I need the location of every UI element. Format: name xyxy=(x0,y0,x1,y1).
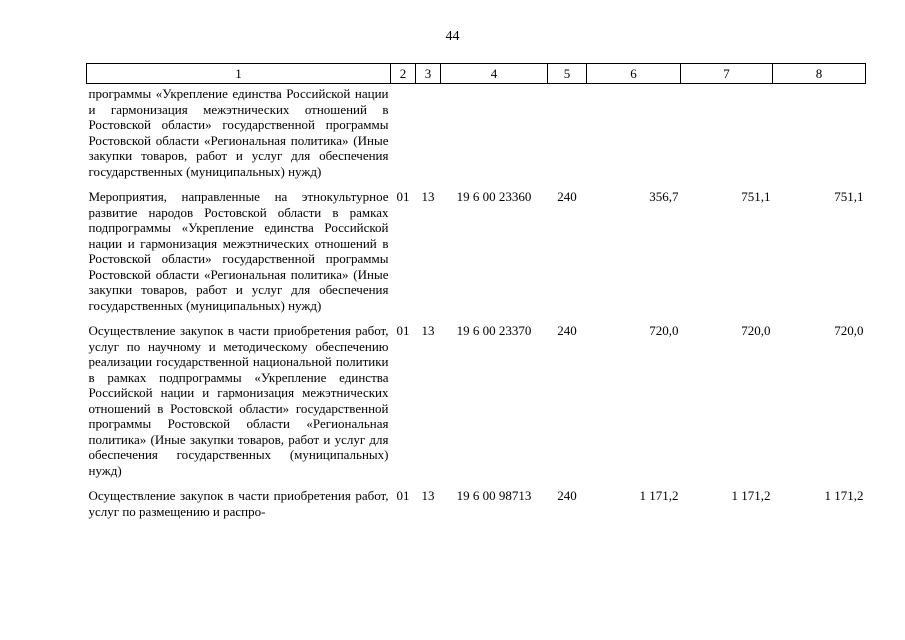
row-expense-type: 240 xyxy=(557,323,577,338)
row-amount-col6 xyxy=(587,84,681,190)
row-amount-col7 xyxy=(681,84,773,190)
row-subsection xyxy=(416,84,441,190)
row-target-article xyxy=(441,84,548,190)
column-header: 1 xyxy=(87,64,391,84)
column-header: 7 xyxy=(681,64,773,84)
row-subsection: 13 xyxy=(421,488,435,503)
column-header: 5 xyxy=(548,64,587,84)
page-number: 44 xyxy=(445,29,460,44)
row-subsection: 13 xyxy=(421,189,435,204)
column-header: 8 xyxy=(773,64,866,84)
row-section xyxy=(391,84,416,190)
row-target-article: 19 6 00 23370 xyxy=(456,323,532,338)
row-expense-type: 240 xyxy=(557,488,577,503)
column-header: 3 xyxy=(416,64,441,84)
row-expense-type: 240 xyxy=(557,189,577,204)
row-amount-col7: 720,0 xyxy=(741,323,771,338)
column-header: 2 xyxy=(391,64,416,84)
row-description: Осуществление закупок в части приобретения работ, услуг по научному и методическому обеспечению реализации государственной национальной политики в рамках подпрограммы «Укрепление единства Российской нации и гармонизация межэтнических отношений в Ростовской области» государственной программы Ростовской области «Региональная политика» (Иные закупки товаров, работ и услуг для обеспечения государственных (муниципальных) нужд) xyxy=(88,323,389,478)
row-section: 01 xyxy=(396,488,410,503)
table-header-row xyxy=(87,64,866,84)
row-description: программы «Укрепление единства Российской нации и гармонизация межэтнических отношений в Ростовской области» государственной программы Ростовской области «Региональная политика» (Иные закупки товаров, работ и услуг для обеспечения государственных (муниципальных) нужд) xyxy=(88,86,389,179)
row-amount-col8: 1 171,2 xyxy=(824,488,864,503)
table-row xyxy=(87,488,866,519)
row-target-article: 19 6 00 23360 xyxy=(456,189,532,204)
row-section: 01 xyxy=(396,189,410,204)
table-row xyxy=(87,189,866,323)
row-amount-col8: 720,0 xyxy=(834,323,864,338)
row-amount-col6: 356,7 xyxy=(649,189,679,204)
row-amount-col8 xyxy=(773,84,866,190)
budget-table xyxy=(86,63,866,519)
row-subsection: 13 xyxy=(421,323,435,338)
row-expense-type xyxy=(548,84,587,190)
column-header: 4 xyxy=(441,64,548,84)
row-amount-col6: 720,0 xyxy=(649,323,679,338)
table-row xyxy=(87,84,866,190)
row-amount-col7: 1 171,2 xyxy=(731,488,771,503)
row-target-article: 19 6 00 98713 xyxy=(456,488,532,503)
row-amount-col8: 751,1 xyxy=(834,189,864,204)
row-amount-col6: 1 171,2 xyxy=(639,488,679,503)
row-description: Осуществление закупок в части приобретения работ, услуг по размещению и распро- xyxy=(88,488,389,519)
column-header: 6 xyxy=(587,64,681,84)
row-amount-col7: 751,1 xyxy=(741,189,771,204)
row-description: Мероприятия, направленные на этнокультурное развитие народов Ростовской области в рамках подпрограммы «Укрепление единства Российской нации и гармонизация межэтнических отношений в Ростовской области» государственной программы Ростовской области «Региональная политика» (Иные закупки товаров, работ и услуг для обеспечения государственных (муниципальных) нужд) xyxy=(88,189,389,313)
table-row xyxy=(87,323,866,488)
row-section: 01 xyxy=(396,323,410,338)
